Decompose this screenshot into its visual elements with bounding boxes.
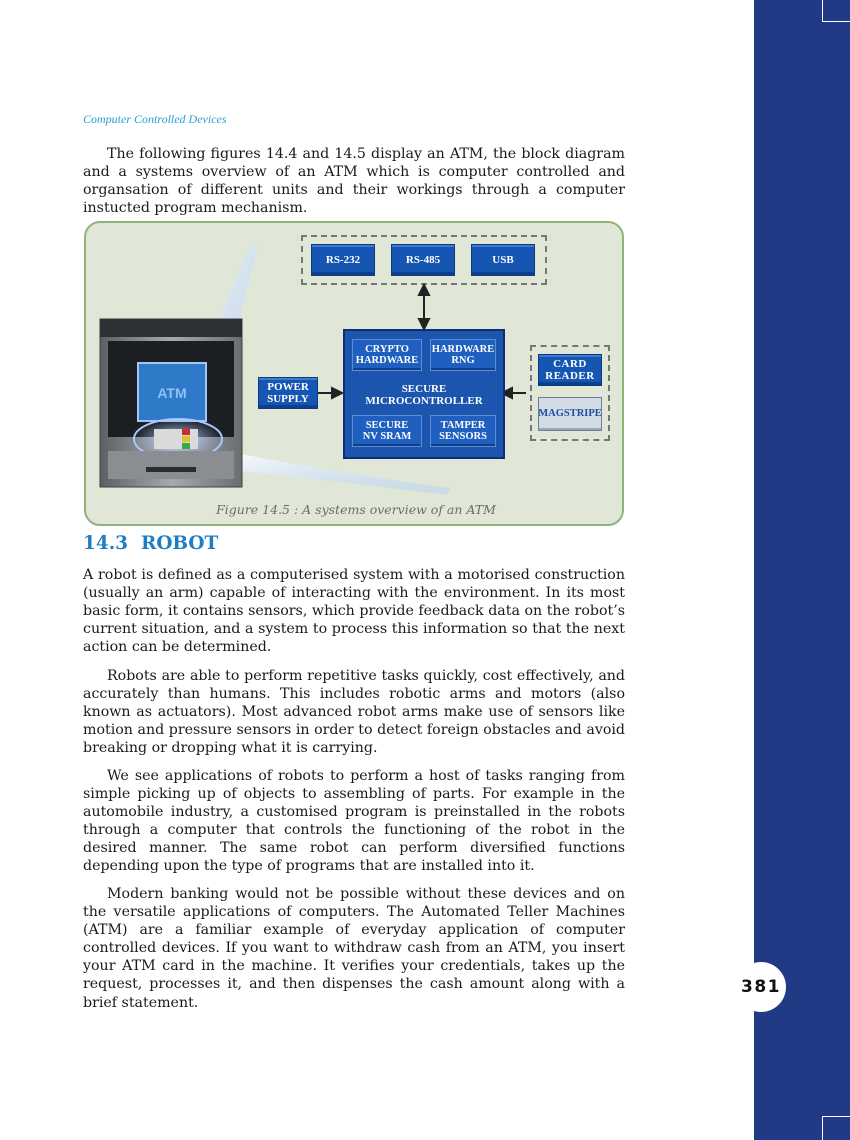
secure-microcontroller — [343, 329, 505, 459]
page-number: 381 — [736, 962, 786, 1012]
crop-mark-top — [822, 0, 850, 22]
rs232-block: RS-232 — [311, 244, 375, 276]
card-reader-block — [538, 354, 602, 386]
secure-nv-sram-block — [352, 415, 422, 447]
banking-paragraph: Modern banking would not be possible without these devices and on the versatile applications of computers. The Automated Teller Machines (ATM) are a familiar example of everyday application of computer controlled devices. If you want to withdraw cash from an ATM, you insert your ATM card in the machine. It verifies your credentials, takes up the request, processes it, and then dispenses the cash amount along with a brief statement. — [83, 886, 625, 1011]
atm-systems-figure — [84, 221, 624, 526]
bidirectional-arrow — [419, 285, 429, 329]
magstripe-block: MAGSTRIPE — [538, 397, 602, 431]
robot-tasks-paragraph: Robots are able to perform repetitive tasks quickly, cost effectively, and accurately than humans. This includes robotic arms and motors (also known as actuators). Most advanced robot arms make use of sensors like motion and pressure sensors in order to detect foreign obstacles and avoid breaking or dropping what it is carrying. — [83, 668, 625, 757]
running-head: Computer Controlled Devices — [83, 112, 227, 126]
crypto-hardware-label: CRYPTO HARDWARE — [355, 344, 419, 366]
section-heading: 14.3 ROBOT — [83, 533, 219, 554]
usb-block: USB — [471, 244, 535, 276]
power-supply-block — [258, 377, 318, 409]
crypto-hardware-block — [352, 339, 422, 371]
tamper-sensors-block — [430, 415, 496, 447]
robot-definition-paragraph: A robot is defined as a computerised system with a motorised construction (usually an arm) capable of interacting with the environment. In its most basic form, it contains sensors, which provide feedback data on the robot’s current situation, and a system to process this information so that the next action can be determined. — [83, 567, 625, 656]
crop-mark-bottom — [822, 1116, 850, 1140]
figure-caption: Figure 14.5 : A systems overview of an ATM — [216, 502, 496, 517]
atm-screen-label: ATM — [157, 385, 187, 401]
power-arrow — [318, 388, 342, 398]
rs485-block: RS-485 — [391, 244, 455, 276]
microcontroller-label: SECURE MICROCONTROLLER — [365, 383, 483, 407]
tamper-sensors-label: TAMPER SENSORS — [439, 420, 487, 442]
secure-nv-sram-label: SECURE NV SRAM — [362, 420, 412, 442]
robot-applications-paragraph: We see applications of robots to perform a host of tasks ranging from simple picking up of objects to assembling of parts. For example in the automobile industry, a customised program is preinstalled in the robots through a computer that controls the functioning of the robot in the desired manner. The same robot can perform diversified functions depending upon the type of programs that are installed into it. — [83, 768, 625, 875]
hardware-rng-block — [430, 339, 496, 371]
power-supply-label: POWER SUPPLY — [267, 381, 309, 405]
card-reader-arrow — [502, 388, 526, 398]
intro-paragraph: The following figures 14.4 and 14.5 display an ATM, the block diagram and a systems overview of an ATM which is computer controlled and organsation of different units and their workings through a computer instucted program mechanism. — [83, 146, 625, 217]
card-reader-label: CARD READER — [545, 358, 595, 382]
hardware-rng-label: HARDWARE RNG — [431, 344, 495, 366]
